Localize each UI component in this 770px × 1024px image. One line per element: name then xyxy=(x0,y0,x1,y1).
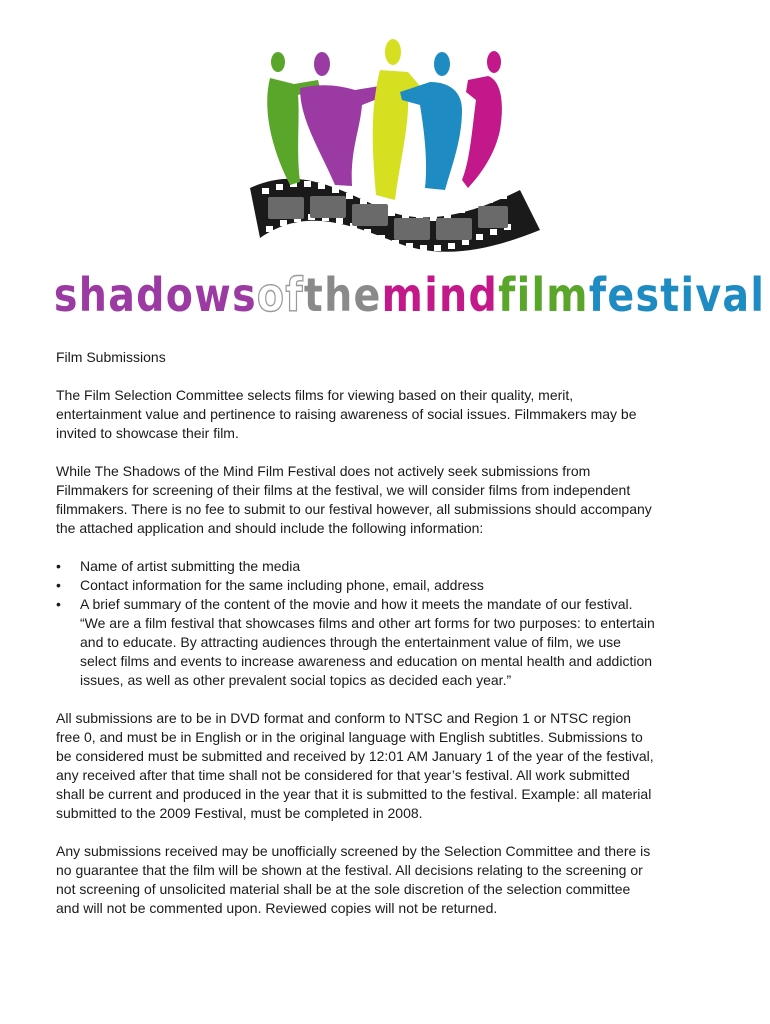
list-item xyxy=(56,595,656,690)
title-word-the: the xyxy=(303,268,382,322)
list-item-text: Name of artist submitting the media xyxy=(80,558,301,574)
dancer-yellow-icon xyxy=(373,39,420,200)
festival-title xyxy=(53,268,766,322)
paragraph-submissions: While The Shadows of the Mind Film Festival does not actively seek submissions from Filmmakers for screening of their films at the festival, we will consider films from independent filmmakers. There is no fee to submit to our festival however, all submissions should accompany the attached application and should include the following information: xyxy=(56,463,652,536)
title-word-film: film xyxy=(498,268,589,322)
title-word-of: of xyxy=(256,268,304,322)
paragraph-format: All submissions are to be in DVD format and conform to NTSC and Region 1 or NTSC region free 0, and must be in English or in the original language with English subtitles. Submissions to be considered must be submitted and received by 12:01 AM January 1 of the year of the festival, any received after that time shall not be considered for that year’s festival. All work submitted shall be current and produced in the year that it is submitted to the festival. Example: all material submitted to the 2009 Festival, must be completed in 2008. xyxy=(56,710,654,821)
document-body xyxy=(56,348,656,937)
list-item xyxy=(56,576,656,595)
bullet-icon: • xyxy=(56,577,61,593)
dancer-blue-icon xyxy=(400,52,462,190)
requirements-list xyxy=(56,557,656,690)
bullet-icon: • xyxy=(56,558,61,574)
bullet-icon: • xyxy=(56,596,61,612)
title-word-shadows: shadows xyxy=(53,268,257,322)
dancers-film-strip-icon xyxy=(0,0,770,270)
list-item-text: A brief summary of the content of the movie and how it meets the mandate of our festival. “We are a film festival that showcases films and other art forms for two purposes: to entertain and to educate. By attracting audiences through the entertainment value of film, we use select films and events to increase awareness and education on mental health and addiction issues, as well as other prevalent social topics as decided each year.” xyxy=(80,596,655,688)
dancer-magenta-icon xyxy=(462,51,502,188)
section-heading: Film Submissions xyxy=(56,349,166,365)
paragraph-selection: The Film Selection Committee selects films for viewing based on their quality, merit, entertainment value and pertinence to raising awareness of social issues. Filmmakers may be invited to showcase their film. xyxy=(56,387,637,441)
title-word-mind: mind xyxy=(381,268,499,322)
list-item xyxy=(56,557,656,576)
title-word-festival: festival xyxy=(588,268,766,322)
list-item-text: Contact information for the same including phone, email, address xyxy=(80,577,484,593)
paragraph-screening: Any submissions received may be unofficially screened by the Selection Committee and there is no guarantee that the film will be shown at the festival. All decisions relating to the screening or not screening of unsolicited material shall be at the sole discretion of the selection committee and will not be commented upon. Reviewed copies will not be returned. xyxy=(56,843,651,916)
